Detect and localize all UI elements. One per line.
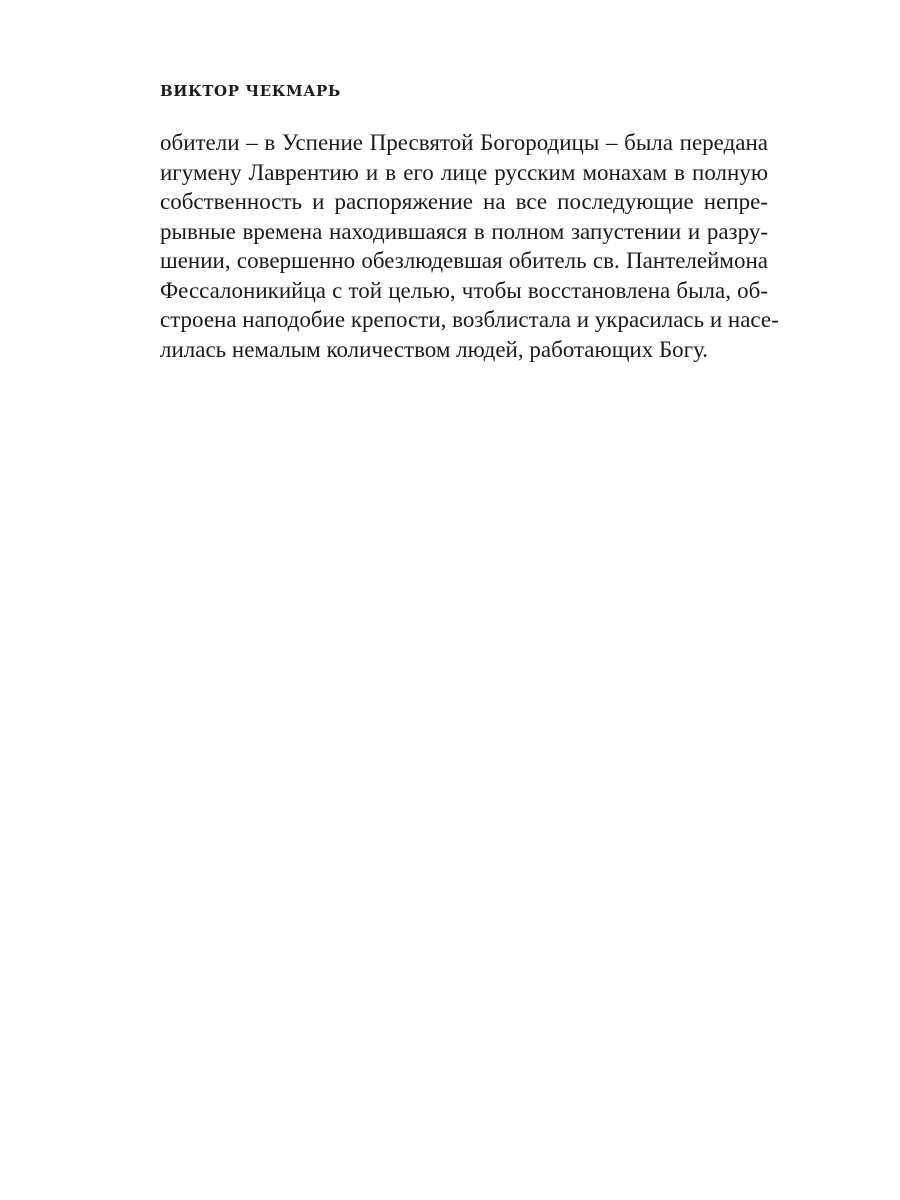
text-line-1: обители – в Успение Пресвятой Богородицы – была передана (160, 130, 768, 155)
text-line-8: лилась немалым количеством людей, работающих Богу. (160, 336, 709, 362)
text-line-6: Фессалоникийца с той целью, чтобы восстановлена была, об- (160, 277, 768, 303)
text-line-7: строена наподобие крепости, возблистала и украсилась и насе- (160, 307, 779, 332)
text-line-2: игумену Лаврентию и в его лице русским монахам в полную (160, 159, 768, 185)
text-line-3: собственность и распоряжение на все последующие непре- (160, 189, 768, 214)
text-line-5: шении, совершенно обезлюдевшая обитель св. Пантелеймона (160, 248, 768, 273)
running-head-author: ВИКТОР ЧЕКМАРЬ (160, 82, 341, 100)
body-paragraph (160, 128, 779, 364)
text-line-4: рывные времена находившаяся в полном запустении и разру- (160, 218, 768, 244)
